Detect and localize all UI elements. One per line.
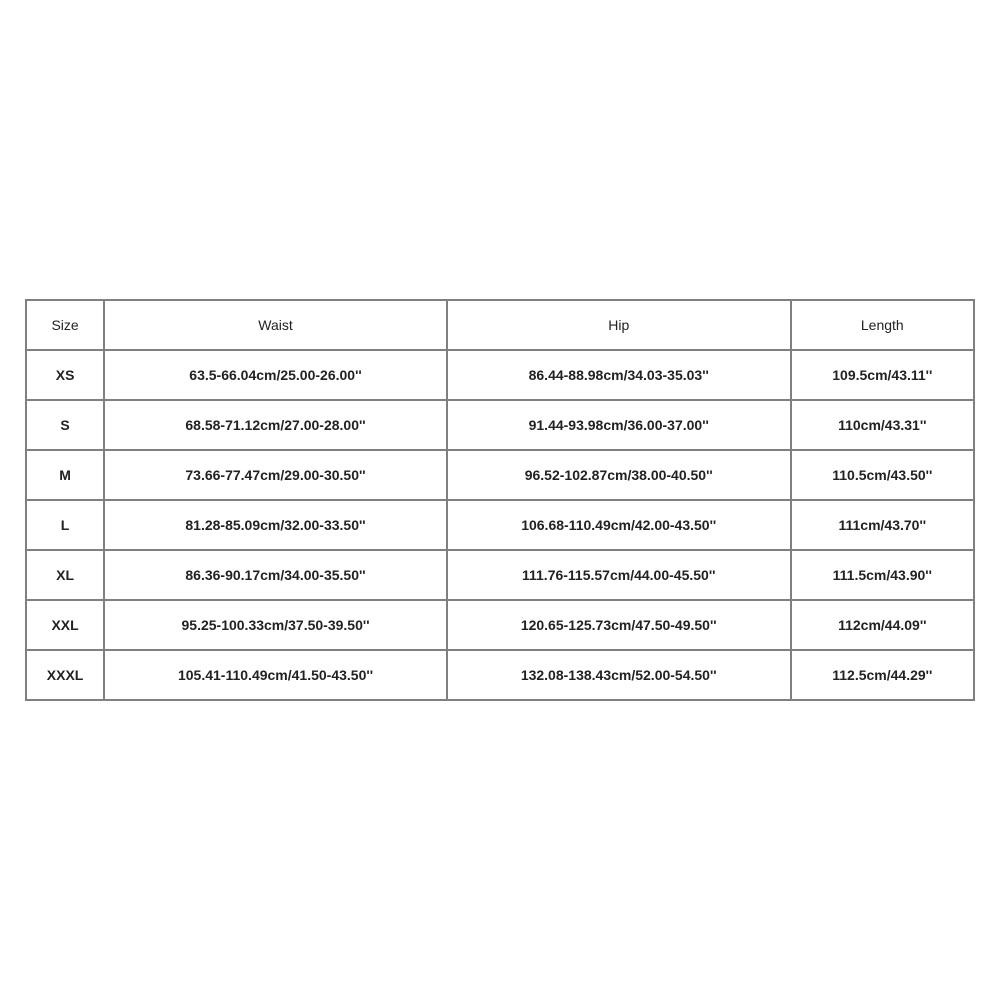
table-row (26, 650, 974, 700)
hip-cell: 111.76-115.57cm/44.00-45.50'' (447, 550, 791, 600)
size-cell: S (26, 400, 104, 450)
header-length: Length (791, 300, 974, 350)
hip-cell: 91.44-93.98cm/36.00-37.00'' (447, 400, 791, 450)
waist-cell: 86.36-90.17cm/34.00-35.50'' (104, 550, 447, 600)
table-header-row (26, 300, 974, 350)
hip-cell: 96.52-102.87cm/38.00-40.50'' (447, 450, 791, 500)
table-row (26, 350, 974, 400)
header-waist: Waist (104, 300, 447, 350)
waist-cell: 63.5-66.04cm/25.00-26.00'' (104, 350, 447, 400)
header-hip: Hip (447, 300, 791, 350)
size-cell: XS (26, 350, 104, 400)
hip-cell: 132.08-138.43cm/52.00-54.50'' (447, 650, 791, 700)
length-cell: 112.5cm/44.29'' (791, 650, 974, 700)
length-cell: 110.5cm/43.50'' (791, 450, 974, 500)
table-row (26, 450, 974, 500)
table-row (26, 500, 974, 550)
size-cell: XL (26, 550, 104, 600)
waist-cell: 95.25-100.33cm/37.50-39.50'' (104, 600, 447, 650)
size-chart-table (25, 299, 975, 701)
table-row (26, 550, 974, 600)
waist-cell: 105.41-110.49cm/41.50-43.50'' (104, 650, 447, 700)
header-size: Size (26, 300, 104, 350)
hip-cell: 106.68-110.49cm/42.00-43.50'' (447, 500, 791, 550)
table-row (26, 400, 974, 450)
size-cell: M (26, 450, 104, 500)
size-cell: L (26, 500, 104, 550)
length-cell: 111cm/43.70'' (791, 500, 974, 550)
size-cell: XXL (26, 600, 104, 650)
length-cell: 112cm/44.09'' (791, 600, 974, 650)
length-cell: 110cm/43.31'' (791, 400, 974, 450)
waist-cell: 73.66-77.47cm/29.00-30.50'' (104, 450, 447, 500)
hip-cell: 86.44-88.98cm/34.03-35.03'' (447, 350, 791, 400)
length-cell: 109.5cm/43.11'' (791, 350, 974, 400)
length-cell: 111.5cm/43.90'' (791, 550, 974, 600)
waist-cell: 68.58-71.12cm/27.00-28.00'' (104, 400, 447, 450)
size-cell: XXXL (26, 650, 104, 700)
table-row (26, 600, 974, 650)
waist-cell: 81.28-85.09cm/32.00-33.50'' (104, 500, 447, 550)
hip-cell: 120.65-125.73cm/47.50-49.50'' (447, 600, 791, 650)
